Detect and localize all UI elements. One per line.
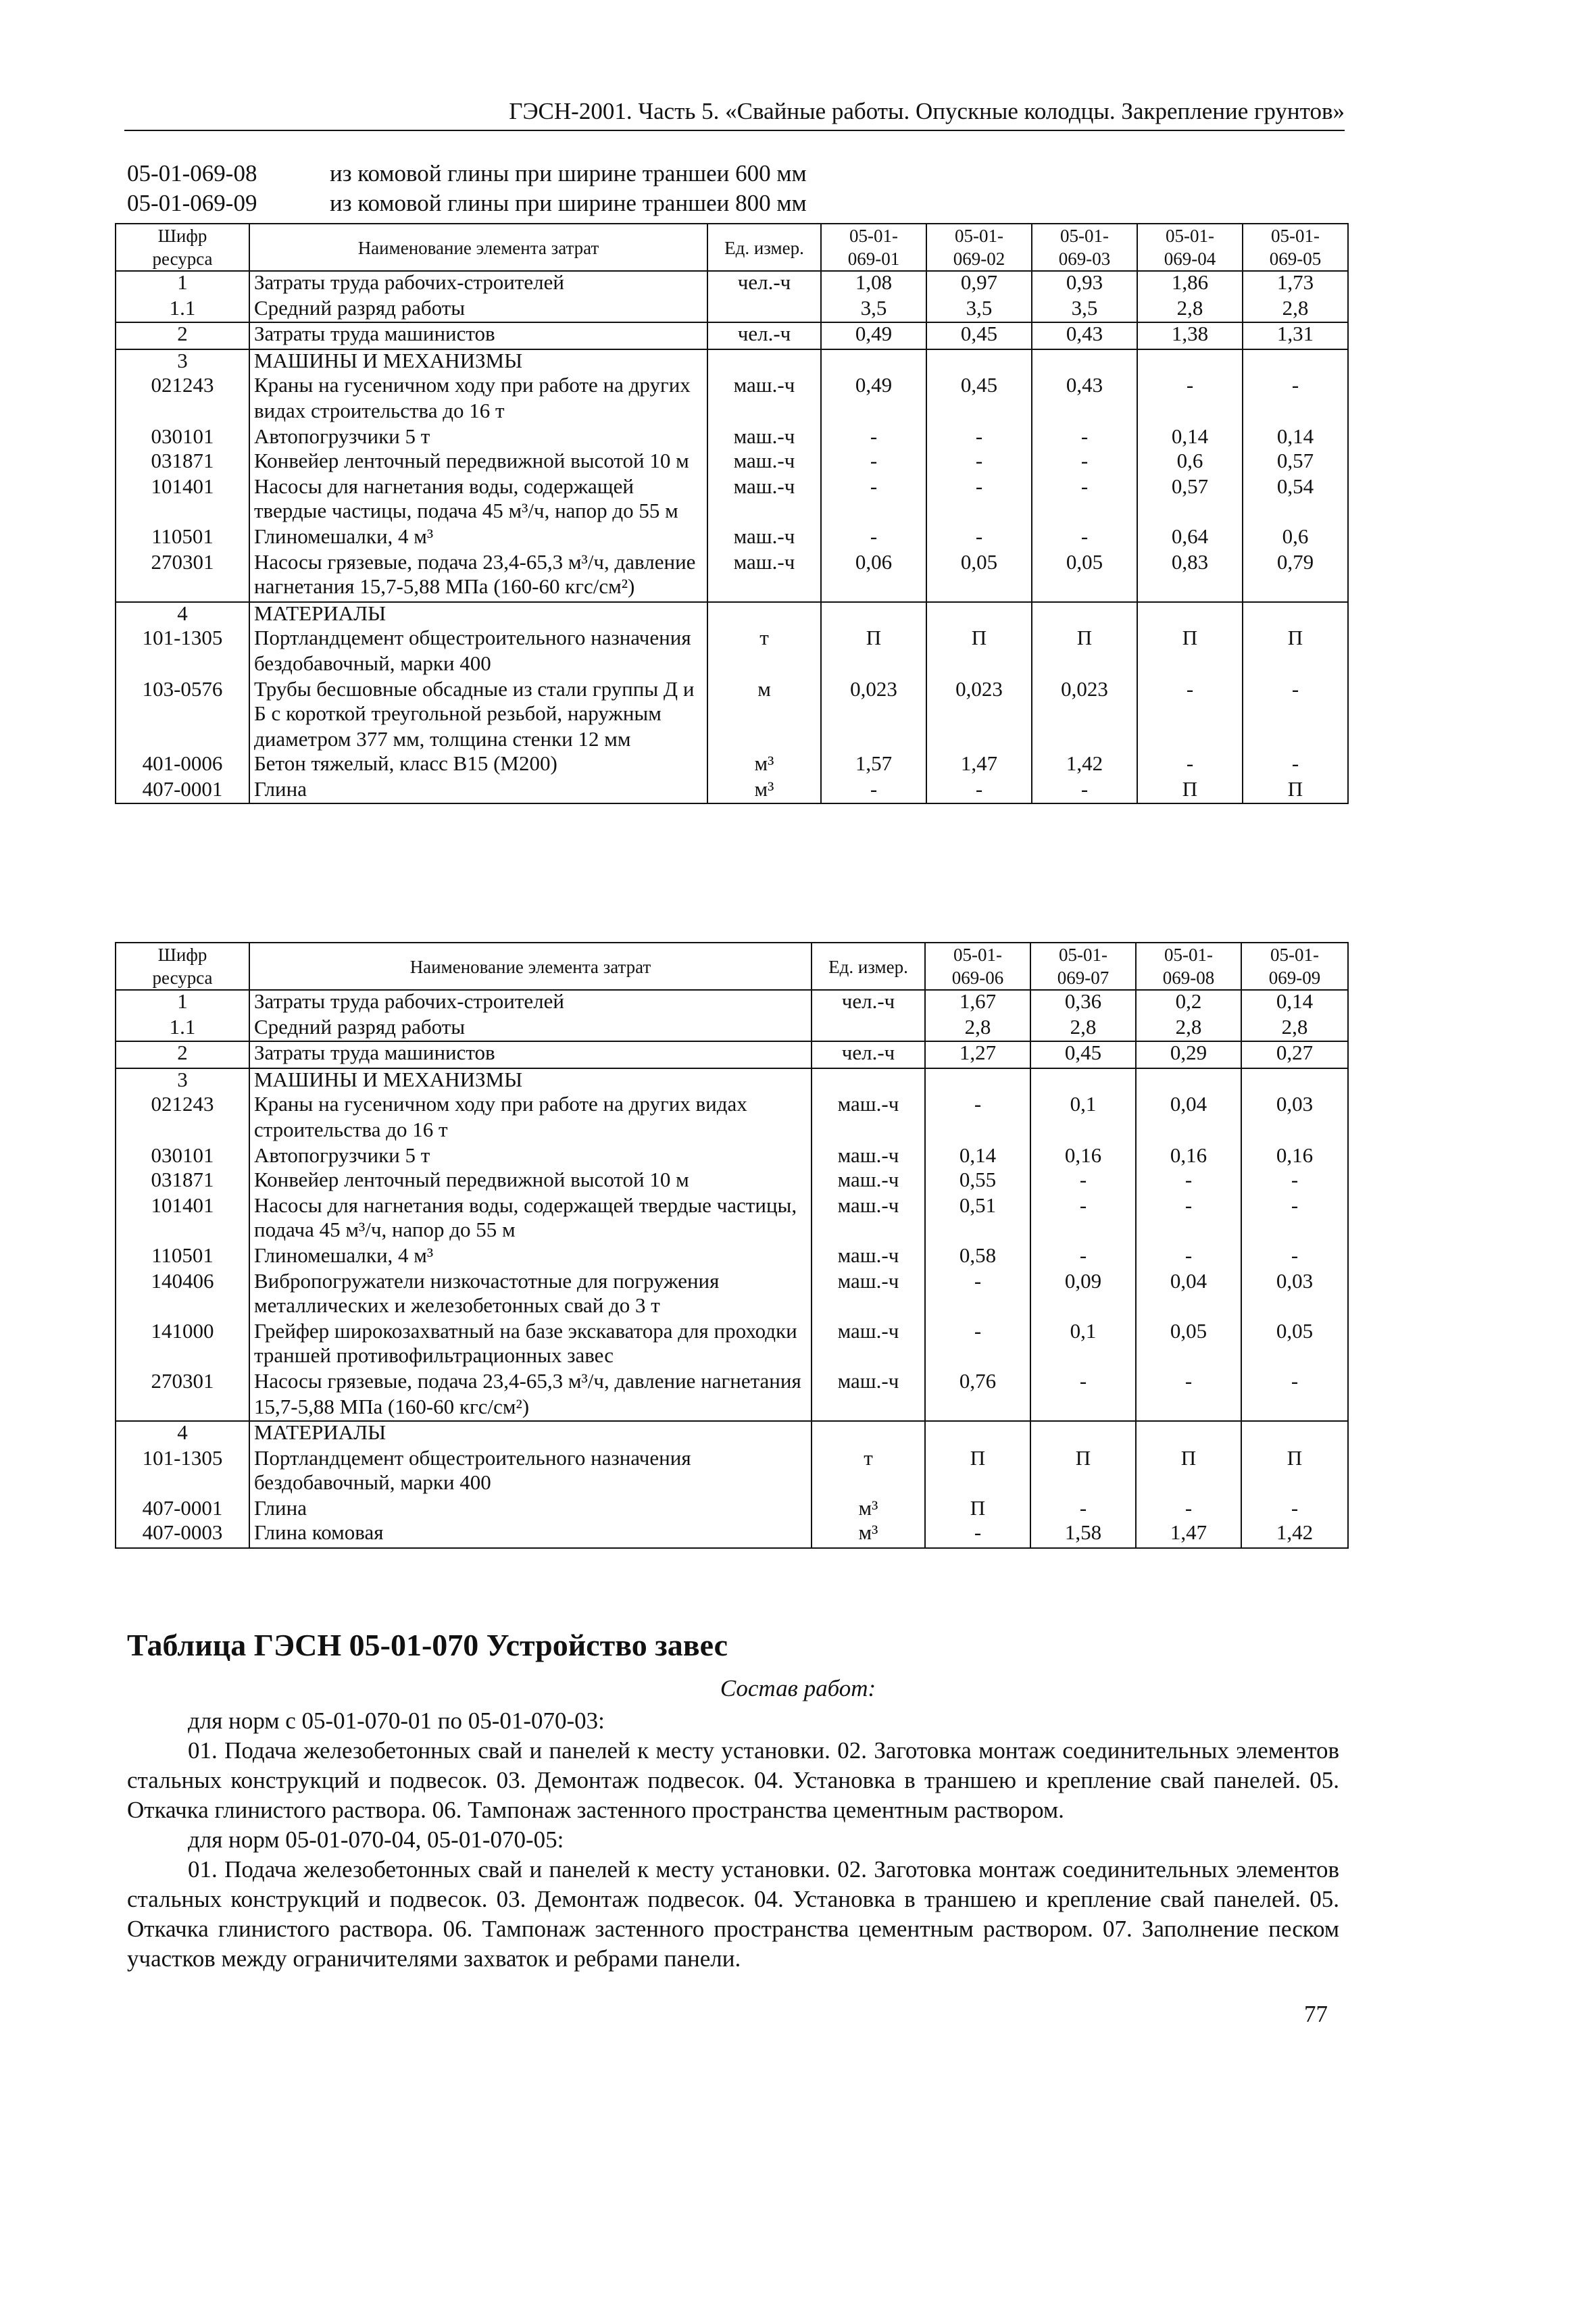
column-header: 05-01- 069-09 [1241,943,1348,990]
unit-cell [812,1068,925,1094]
resource-code-cell: 3 [116,1068,249,1094]
norm-value-cell: П [925,1447,1030,1497]
norm-value-cell: 0,58 [925,1245,1030,1270]
norm-value-cell: П [1137,628,1243,678]
norm-value-cell: 0,43 [1032,322,1137,349]
cost-element-cell: Глина комовая [249,1522,812,1548]
norm-value-cell: 0,14 [1137,425,1243,450]
norm-value-cell: - [1032,778,1137,804]
norm-value-cell: - [1032,526,1137,551]
unit-cell: маш.-ч [812,1094,925,1144]
table-row [116,450,1348,475]
norm-range-label: для норм с 05-01-070-01 по 05-01-070-03: [188,1707,605,1734]
column-header: 05-01- 069-01 [821,224,926,271]
work-steps-paragraph: 01. Подача железобетонных свай и панелей к месту установки. 02. Заготовка монтаж соединительных элементов стальных конструкций и подвесок. 03. Демонтаж подвесок. 04. Установка в траншею и крепление свай панелей. 05. Откачка глинистого раствора. 06. Тампонаж застенного пространства цементным раствором. 07. Заполнение песком участков между ограничителями захваток и ребрами панели. [127,1856,1339,1972]
resource-code-cell: 101-1305 [116,628,249,678]
norm-value-cell: 0,64 [1137,526,1243,551]
norm-value-cell [1241,1068,1348,1094]
resource-code-cell: 1.1 [116,297,249,322]
norm-value-cell: - [1032,425,1137,450]
column-header: 05-01- 069-07 [1030,943,1136,990]
resource-code-cell: 030101 [116,1144,249,1169]
unit-cell: чел.-ч [707,271,821,297]
cost-element-cell: Портландцемент общестроительного назначения бездобавочный, марки 400 [249,1447,812,1497]
section-subtitle: Состав работ: [720,1674,876,1701]
resource-table-1 [115,223,1349,805]
norm-value-cell: 0,14 [925,1144,1030,1169]
cost-element-cell: Насосы для нагнетания воды, содержащей твердые частицы, подача 45 м³/ч, напор до 55 м [249,476,707,526]
cost-element-cell: Насосы грязевые, подача 23,4-65,3 м³/ч, давление нагнетания 15,7-5,88 МПа (160-60 кгс/см²) [249,1370,812,1421]
norm-value-cell: - [1243,678,1348,753]
cost-element-cell: Трубы бесшовные обсадные из стали группы Д и Б с короткой треугольной резьбой, наружным диаметром 377 мм, толщина стенки 12 мм [249,678,707,753]
norm-value-cell: П [821,628,926,678]
resource-code-cell: 140406 [116,1270,249,1320]
table-row [116,1522,1348,1548]
unit-cell: маш.-ч [812,1320,925,1370]
norm-value-cell: 0,49 [821,322,926,349]
norm-value-cell: - [1030,1497,1136,1522]
norm-description: из комовой глины при ширине траншеи 600 мм [330,159,807,186]
unit-cell: маш.-ч [812,1195,925,1245]
table-row [116,1195,1348,1245]
norm-code-row [127,188,807,218]
norm-code-row [127,158,807,188]
norm-code: 05-01-069-09 [127,189,257,216]
norm-value-cell: 0,16 [1030,1144,1136,1169]
unit-cell: маш.-ч [707,526,821,551]
page-number: 77 [1304,2000,1328,2027]
unit-cell: маш.-ч [707,425,821,450]
norm-value-cell: 0,04 [1136,1094,1241,1144]
cost-element-cell: МАШИНЫ И МЕХАНИЗМЫ [249,1068,812,1094]
norm-value-cell: 0,05 [1241,1320,1348,1370]
norm-value-cell: 2,8 [1243,297,1348,322]
table-row [116,551,1348,601]
cost-element-cell: Автопогрузчики 5 т [249,1144,812,1169]
cost-element-cell: Затраты труда рабочих-строителей [249,271,707,297]
norm-value-cell: П [1243,778,1348,804]
norm-value-cell: 0,45 [926,322,1032,349]
unit-cell: маш.-ч [707,450,821,475]
unit-cell [707,297,821,322]
cost-element-cell: МАШИНЫ И МЕХАНИЗМЫ [249,349,707,375]
column-header: Наименование элемента затрат [249,943,812,990]
resource-code-cell: 101-1305 [116,1447,249,1497]
cost-element-cell: Конвейер ленточный передвижной высотой 10 м [249,450,707,475]
norm-value-cell: 2,8 [1137,297,1243,322]
norm-value-cell: 0,06 [821,551,926,601]
table-row [116,349,1348,375]
unit-cell: маш.-ч [812,1245,925,1270]
resource-code-cell: 407-0003 [116,1522,249,1548]
resource-code-cell: 101401 [116,1195,249,1245]
cost-element-cell: Портландцемент общестроительного назначения бездобавочный, марки 400 [249,628,707,678]
work-steps-paragraph: 01. Подача железобетонных свай и панелей к месту установки. 02. Заготовка монтаж соединительных элементов стальных конструкций и подвесок. 03. Демонтаж подвесок. 04. Установка в траншею и крепление свай панелей. 05. Откачка глинистого раствора. 06. Тампонаж застенного пространства цементным раствором. [127,1737,1339,1823]
norm-value-cell: П [1030,1447,1136,1497]
cost-element-cell: Затраты труда машинистов [249,1041,812,1068]
norm-value-cell: - [821,778,926,804]
norm-value-cell: 1,86 [1137,271,1243,297]
norm-value-cell: 1,47 [1136,1522,1241,1548]
norm-value-cell: - [926,425,1032,450]
norm-value-cell: - [1030,1195,1136,1245]
column-header: Ед. измер. [812,943,925,990]
norm-value-cell: П [1243,628,1348,678]
norm-value-cell [821,601,926,627]
norm-value-cell: 0,57 [1243,450,1348,475]
resource-code-cell: 1.1 [116,1016,249,1041]
column-header: 05-01- 069-08 [1136,943,1241,990]
unit-cell: м³ [812,1522,925,1548]
norm-value-cell: - [1136,1497,1241,1522]
column-header: Ед. измер. [707,224,821,271]
resource-code-cell: 031871 [116,450,249,475]
table-row [116,678,1348,753]
norm-value-cell: 1,58 [1030,1522,1136,1548]
unit-cell [812,1016,925,1041]
table-row [116,753,1348,778]
table-row [116,1370,1348,1421]
norm-value-cell: 1,31 [1243,322,1348,349]
norm-value-cell: - [926,778,1032,804]
norm-value-cell [1243,601,1348,627]
column-header: 05-01- 069-04 [1137,224,1243,271]
cost-element-cell: МАТЕРИАЛЫ [249,601,707,627]
unit-cell [707,349,821,375]
table-row [116,1270,1348,1320]
norm-value-cell: - [1241,1195,1348,1245]
norm-value-cell: П [926,628,1032,678]
table-row [116,271,1348,297]
unit-cell: маш.-ч [707,375,821,425]
norm-value-cell: 3,5 [1032,297,1137,322]
norm-value-cell: 0,03 [1241,1270,1348,1320]
norm-value-cell: 1,47 [926,753,1032,778]
table-row [116,1169,1348,1194]
norm-value-cell: - [1243,753,1348,778]
norm-value-cell: - [821,476,926,526]
norm-value-cell: 0,1 [1030,1094,1136,1144]
unit-cell: маш.-ч [812,1144,925,1169]
unit-cell: м [707,678,821,753]
norm-value-cell: 0,45 [1030,1041,1136,1068]
table-row [116,375,1348,425]
norm-value-cell: 0,16 [1136,1144,1241,1169]
cost-element-cell: Вибропогружатели низкочастотные для погружения металлических и железобетонных свай до 3 т [249,1270,812,1320]
cost-element-cell: Глина [249,778,707,804]
table-row [116,1144,1348,1169]
table-row [116,778,1348,804]
norm-value-cell: П [1136,1447,1241,1497]
table-row [116,1041,1348,1068]
resource-code-cell: 110501 [116,1245,249,1270]
norm-value-cell: 0,1 [1030,1320,1136,1370]
norm-value-cell: 0,03 [1241,1094,1348,1144]
cost-element-cell: Конвейер ленточный передвижной высотой 10 м [249,1169,812,1194]
norm-value-cell: 1,42 [1241,1522,1348,1548]
norm-value-cell [1243,349,1348,375]
norm-value-cell: - [1241,1245,1348,1270]
norm-value-cell: - [925,1094,1030,1144]
norm-value-cell: - [1030,1245,1136,1270]
norm-value-cell: 0,51 [925,1195,1030,1245]
column-header: 05-01- 069-03 [1032,224,1137,271]
resource-code-cell: 2 [116,1041,249,1068]
norm-value-cell: 0,45 [926,375,1032,425]
column-header: Шифр ресурса [116,224,249,271]
resource-code-cell: 270301 [116,551,249,601]
norm-value-cell: П [1241,1447,1348,1497]
table-header-row [116,943,1348,990]
unit-cell [707,601,821,627]
norm-value-cell [1030,1421,1136,1447]
cost-element-cell: Затраты труда рабочих-строителей [249,990,812,1016]
section-title: Таблица ГЭСН 05-01-070 Устройство завес [127,1628,728,1662]
norm-value-cell: П [1137,778,1243,804]
norm-value-cell [1137,601,1243,627]
resource-code-cell: 110501 [116,526,249,551]
work-composition-text [127,1706,1339,1973]
norm-value-cell: - [1137,753,1243,778]
norm-value-cell: 0,023 [1032,678,1137,753]
unit-cell: м³ [707,778,821,804]
table-row [116,476,1348,526]
resource-code-cell: 031871 [116,1169,249,1194]
norm-value-cell: - [1137,375,1243,425]
unit-cell: маш.-ч [812,1270,925,1320]
table-row [116,601,1348,627]
norm-value-cell: - [926,450,1032,475]
cost-element-cell: МАТЕРИАЛЫ [249,1421,812,1447]
cost-element-cell: Глиномешалки, 4 м³ [249,1245,812,1270]
norm-value-cell: 0,83 [1137,551,1243,601]
table-row [116,1320,1348,1370]
cost-element-cell: Насосы грязевые, подача 23,4-65,3 м³/ч, давление нагнетания 15,7-5,88 МПа (160-60 кгс/см²) [249,551,707,601]
column-header: 05-01- 069-02 [926,224,1032,271]
norm-value-cell: - [1032,450,1137,475]
unit-cell: маш.-ч [707,551,821,601]
resource-table-2 [115,942,1349,1549]
unit-cell: маш.-ч [812,1169,925,1194]
table-row [116,322,1348,349]
norm-value-cell: - [821,526,926,551]
norm-value-cell: - [1241,1169,1348,1194]
norm-value-cell: - [925,1320,1030,1370]
norm-code: 05-01-069-08 [127,159,257,186]
norm-value-cell: 0,2 [1136,990,1241,1016]
norm-value-cell [926,349,1032,375]
table-row [116,990,1348,1016]
norm-value-cell: - [925,1270,1030,1320]
unit-cell: чел.-ч [812,990,925,1016]
norm-value-cell [1241,1421,1348,1447]
norm-value-cell: - [1136,1195,1241,1245]
norm-value-cell: - [1030,1169,1136,1194]
norm-value-cell: 0,97 [926,271,1032,297]
table-row [116,526,1348,551]
norm-value-cell: 0,54 [1243,476,1348,526]
cost-element-cell: Автопогрузчики 5 т [249,425,707,450]
norm-value-cell: - [1032,476,1137,526]
norm-value-cell: 0,6 [1243,526,1348,551]
norm-value-cell: 0,55 [925,1169,1030,1194]
norm-value-cell: - [1030,1370,1136,1421]
resource-code-cell: 021243 [116,375,249,425]
resource-code-cell: 021243 [116,1094,249,1144]
norm-value-cell: - [1243,375,1348,425]
norm-value-cell [1136,1068,1241,1094]
table-row [116,1094,1348,1144]
norm-value-cell [1137,349,1243,375]
norm-value-cell: 1,08 [821,271,926,297]
cost-element-cell: Краны на гусеничном ходу при работе на других видах строительства до 16 т [249,375,707,425]
norm-value-cell: П [1032,628,1137,678]
norm-value-cell: 0,14 [1241,990,1348,1016]
norm-value-cell: 0,57 [1137,476,1243,526]
norm-value-cell: - [821,425,926,450]
norm-value-cell: 0,04 [1136,1270,1241,1320]
norm-value-cell [926,601,1032,627]
unit-cell [812,1421,925,1447]
unit-cell: т [707,628,821,678]
resource-code-cell: 401-0006 [116,753,249,778]
norm-value-cell: - [926,476,1032,526]
norm-description: из комовой глины при ширине траншеи 800 мм [330,189,807,216]
norm-value-cell [1032,349,1137,375]
cost-element-cell: Бетон тяжелый, класс В15 (М200) [249,753,707,778]
norm-value-cell [1136,1421,1241,1447]
unit-cell: м³ [812,1497,925,1522]
norm-value-cell: П [925,1497,1030,1522]
resource-code-cell: 1 [116,271,249,297]
unit-cell: маш.-ч [707,476,821,526]
resource-code-cell: 3 [116,349,249,375]
norm-value-cell: 0,6 [1137,450,1243,475]
column-header: 05-01- 069-05 [1243,224,1348,271]
norm-value-cell: 1,42 [1032,753,1137,778]
running-header: ГЭСН-2001. Часть 5. «Свайные работы. Опускные колодцы. Закрепление грунтов» [124,97,1345,131]
norm-value-cell: - [926,526,1032,551]
resource-code-cell: 103-0576 [116,678,249,753]
norm-value-cell: - [1241,1497,1348,1522]
norm-value-cell: 1,73 [1243,271,1348,297]
norm-value-cell: - [1136,1169,1241,1194]
norm-range-label: для норм 05-01-070-04, 05-01-070-05: [188,1826,564,1853]
norm-value-cell: 0,16 [1241,1144,1348,1169]
norm-codes-list [127,158,807,218]
column-header: Наименование элемента затрат [249,224,707,271]
norm-value-cell: 1,57 [821,753,926,778]
norm-value-cell: 0,29 [1136,1041,1241,1068]
table-row [116,1068,1348,1094]
table-row [116,1447,1348,1497]
table-row [116,1016,1348,1041]
unit-cell: т [812,1447,925,1497]
norm-value-cell [1030,1068,1136,1094]
cost-element-cell: Насосы для нагнетания воды, содержащей твердые частицы, подача 45 м³/ч, напор до 55 м [249,1195,812,1245]
norm-value-cell [1032,601,1137,627]
norm-value-cell: 0,43 [1032,375,1137,425]
norm-value-cell: 0,27 [1241,1041,1348,1068]
norm-value-cell: - [1241,1370,1348,1421]
column-header: 05-01- 069-06 [925,943,1030,990]
norm-value-cell: 2,8 [1136,1016,1241,1041]
table-row [116,1245,1348,1270]
table-row [116,628,1348,678]
table-row [116,1421,1348,1447]
norm-value-cell [821,349,926,375]
cost-element-cell: Краны на гусеничном ходу при работе на других видах строительства до 16 т [249,1094,812,1144]
resource-code-cell: 2 [116,322,249,349]
unit-cell: чел.-ч [707,322,821,349]
cost-element-cell: Средний разряд работы [249,1016,812,1041]
resource-code-cell: 407-0001 [116,1497,249,1522]
resource-code-cell: 101401 [116,476,249,526]
resource-code-cell: 030101 [116,425,249,450]
norm-value-cell: - [925,1522,1030,1548]
norm-value-cell [925,1421,1030,1447]
resource-code-cell: 141000 [116,1320,249,1370]
norm-value-cell: 0,14 [1243,425,1348,450]
norm-value-cell: 0,05 [1136,1320,1241,1370]
norm-value-cell: 2,8 [925,1016,1030,1041]
unit-cell: м³ [707,753,821,778]
norm-value-cell: 3,5 [926,297,1032,322]
norm-value-cell: 0,09 [1030,1270,1136,1320]
norm-value-cell: - [1136,1245,1241,1270]
table-row [116,1497,1348,1522]
norm-value-cell: 1,38 [1137,322,1243,349]
resource-code-cell: 407-0001 [116,778,249,804]
norm-value-cell: 0,36 [1030,990,1136,1016]
cost-element-cell: Грейфер широкозахватный на базе экскаватора для проходки траншей противофильтрационных завес [249,1320,812,1370]
norm-value-cell: - [821,450,926,475]
resource-code-cell: 270301 [116,1370,249,1421]
resource-code-cell: 4 [116,1421,249,1447]
norm-value-cell: 1,67 [925,990,1030,1016]
norm-value-cell: 0,023 [821,678,926,753]
norm-value-cell: 1,27 [925,1041,1030,1068]
cost-element-cell: Затраты труда машинистов [249,322,707,349]
norm-value-cell: 2,8 [1241,1016,1348,1041]
norm-value-cell: - [1137,678,1243,753]
norm-value-cell: 0,05 [1032,551,1137,601]
cost-element-cell: Средний разряд работы [249,297,707,322]
norm-value-cell: 0,79 [1243,551,1348,601]
norm-value-cell: - [1136,1370,1241,1421]
norm-value-cell: 2,8 [1030,1016,1136,1041]
unit-cell: чел.-ч [812,1041,925,1068]
norm-value-cell [925,1068,1030,1094]
norm-value-cell: 3,5 [821,297,926,322]
cost-element-cell: Глина [249,1497,812,1522]
norm-value-cell: 0,023 [926,678,1032,753]
column-header: Шифр ресурса [116,943,249,990]
resource-code-cell: 1 [116,990,249,1016]
table-row [116,297,1348,322]
resource-code-cell: 4 [116,601,249,627]
norm-value-cell: 0,49 [821,375,926,425]
norm-value-cell: 0,05 [926,551,1032,601]
norm-value-cell: 0,93 [1032,271,1137,297]
table-row [116,425,1348,450]
table-header-row [116,224,1348,271]
norm-value-cell: 0,76 [925,1370,1030,1421]
cost-element-cell: Глиномешалки, 4 м³ [249,526,707,551]
unit-cell: маш.-ч [812,1370,925,1421]
